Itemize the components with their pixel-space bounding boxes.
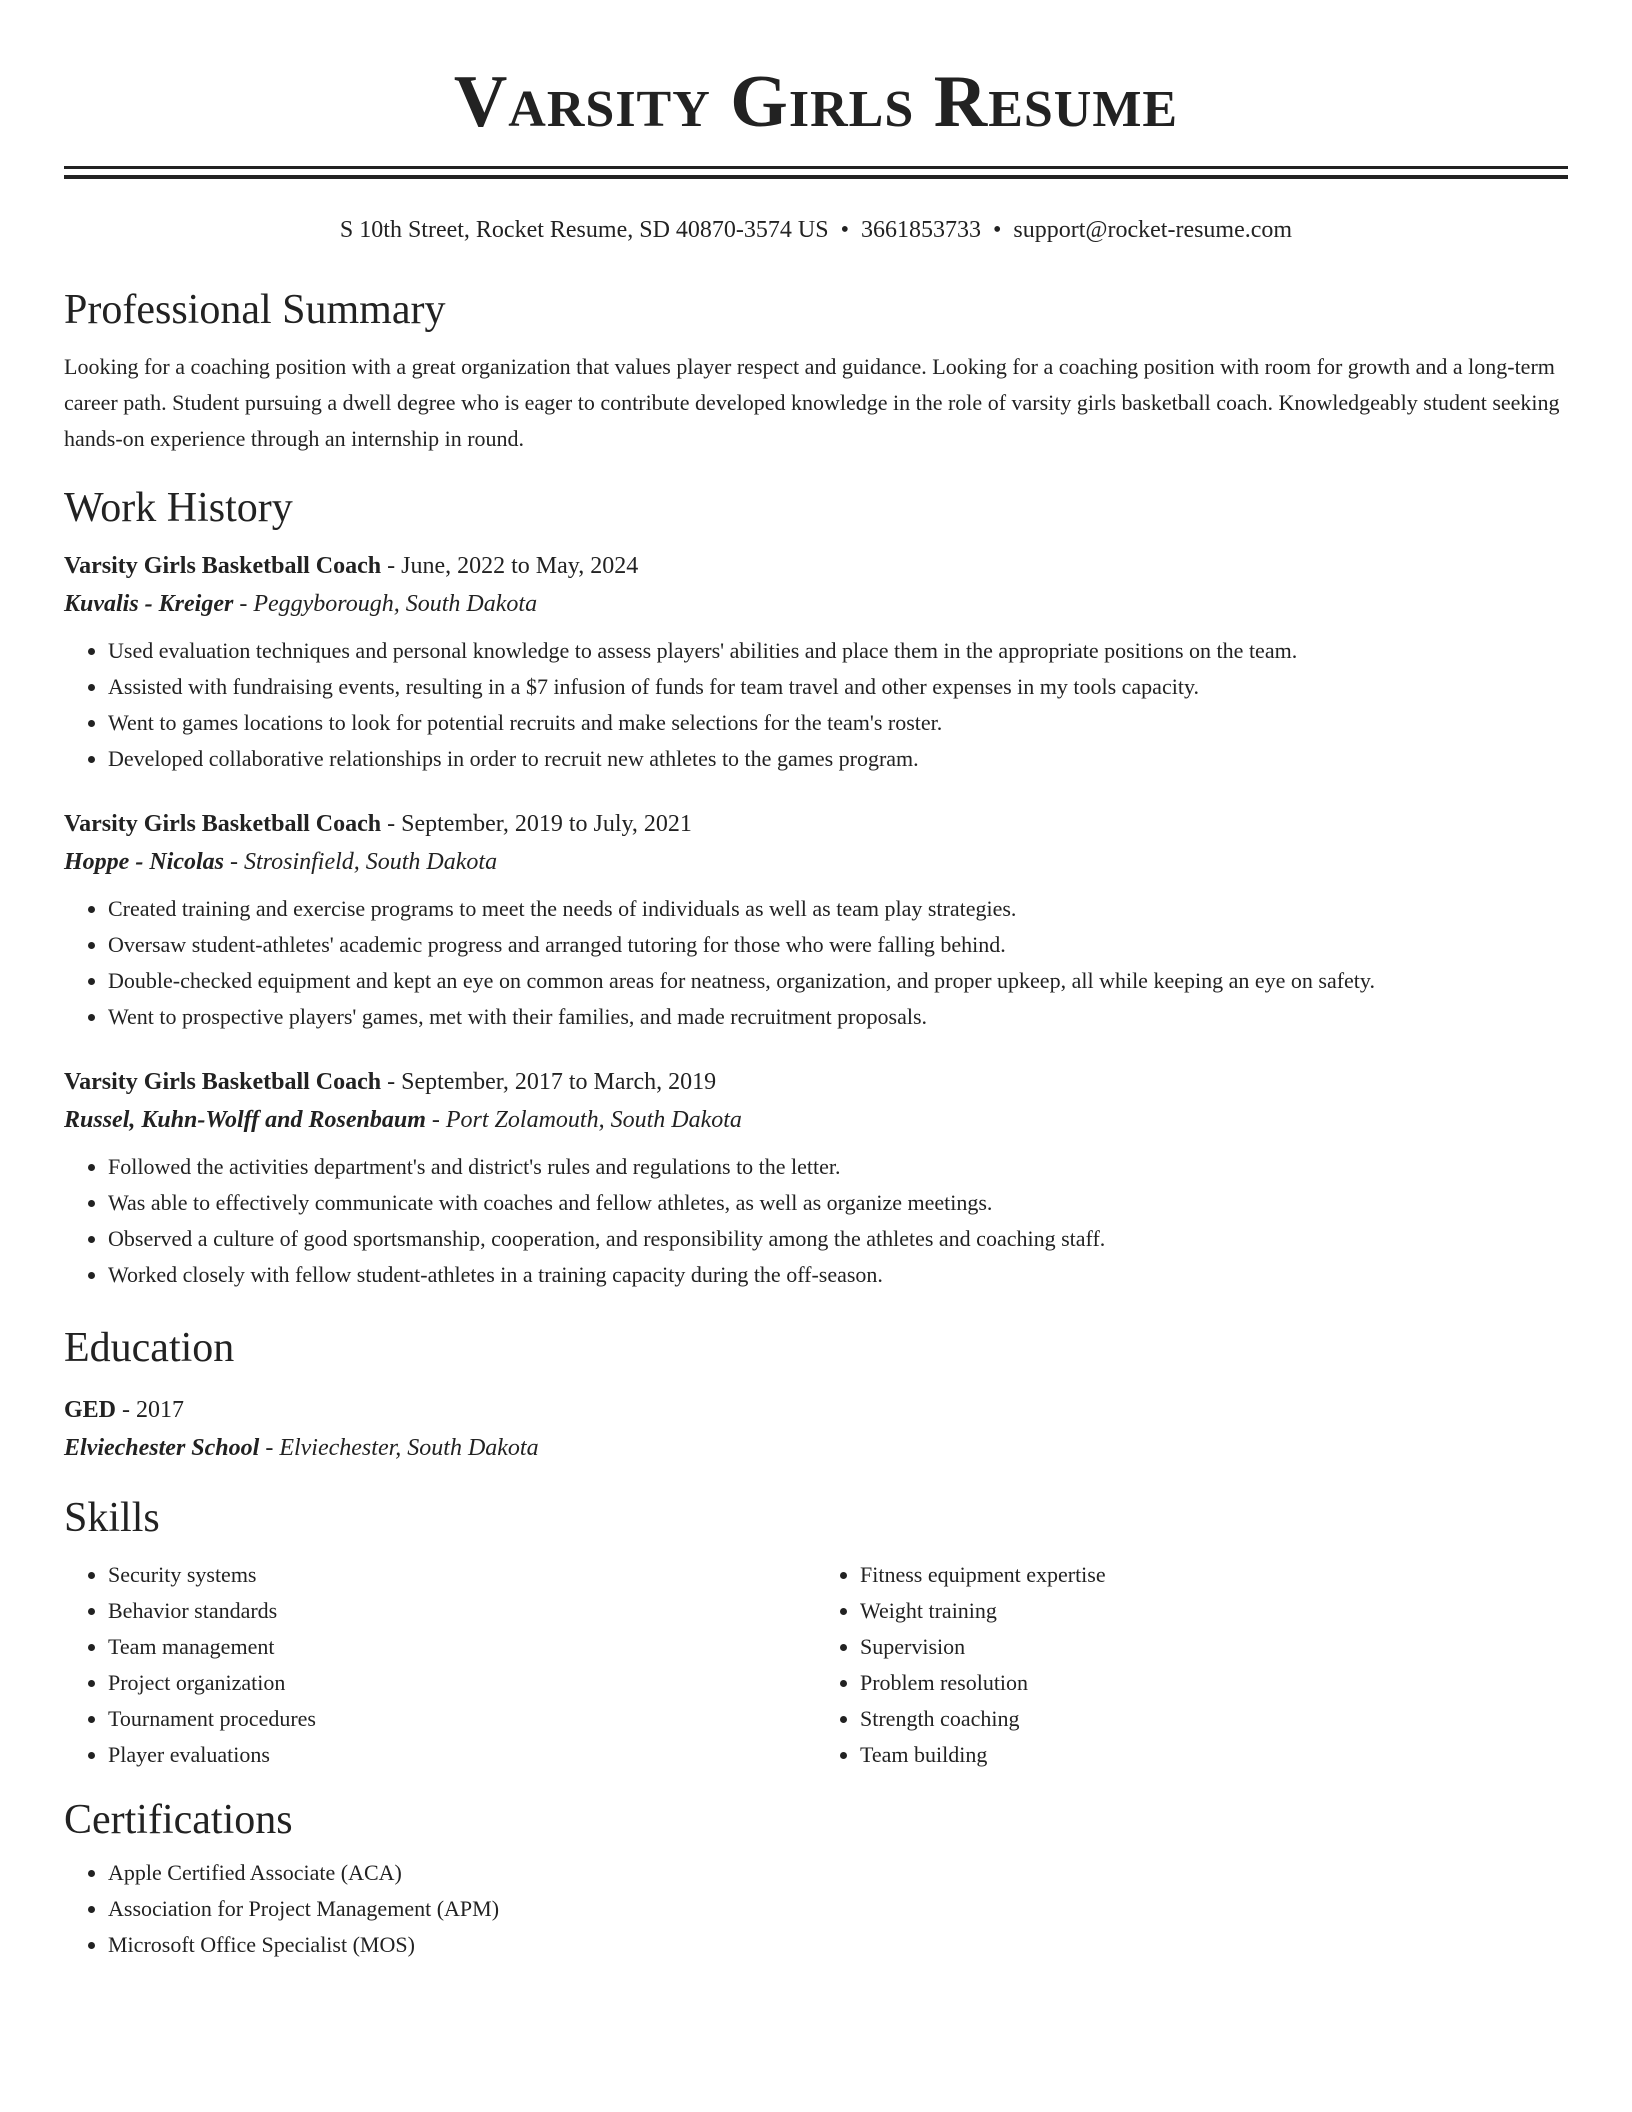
education-degree-line (64, 1391, 1568, 1429)
job-entry (64, 547, 1568, 777)
job-bullet: • Double-checked equipment and kept an eye on common areas for neatness, organization, and proper upkeep, all while keeping an eye on safety. (108, 963, 1568, 999)
certification-item: • Microsoft Office Specialist (MOS) (108, 1927, 1568, 1963)
job-bullet: • Used evaluation techniques and personal knowledge to assess players' abilities and place them in the appropriate positions on the team. (108, 633, 1568, 669)
certification-item: • Apple Certified Associate (ACA) (108, 1855, 1568, 1891)
skill-item: • Security systems (108, 1557, 816, 1593)
job-header (64, 805, 1568, 843)
contact-line (64, 215, 1568, 245)
job-title: Varsity Girls Basketball Coach (64, 553, 382, 579)
job-company: Kuvalis - Kreiger (64, 591, 234, 617)
job-bullets (64, 1149, 1568, 1293)
skill-item: • Tournament procedures (108, 1701, 816, 1737)
title-divider-top (64, 166, 1568, 169)
job-bullets (64, 633, 1568, 777)
skill-item: • Behavior standards (108, 1593, 816, 1629)
job-bullets (64, 891, 1568, 1035)
skill-item: • Player evaluations (108, 1737, 816, 1773)
skill-item: • Project organization (108, 1665, 816, 1701)
job-company: Russel, Kuhn-Wolff and Rosenbaum (64, 1107, 426, 1133)
job-entry (64, 805, 1568, 1035)
contact-separator: • (840, 217, 849, 243)
job-dash: - (381, 553, 402, 579)
skill-item: • Problem resolution (860, 1665, 1568, 1701)
job-title: Varsity Girls Basketball Coach (64, 811, 382, 837)
job-employer (64, 1101, 1568, 1139)
contact-phone: 3661853733 (860, 217, 981, 243)
skill-item: • Team management (108, 1629, 816, 1665)
certifications-section (64, 1795, 1568, 1963)
job-location: Strosinfield, South Dakota (243, 849, 498, 875)
skills-section (64, 1493, 1568, 1773)
job-dates: September, 2017 to March, 2019 (401, 1069, 717, 1095)
job-dates: September, 2019 to July, 2021 (401, 811, 692, 837)
education-section (64, 1323, 1568, 1467)
job-location: Peggyborough, South Dakota (253, 591, 538, 617)
job-header (64, 1063, 1568, 1101)
contact-email: support@rocket-resume.com (1013, 217, 1293, 243)
skill-item: • Weight training (860, 1593, 1568, 1629)
skill-item: • Team building (860, 1737, 1568, 1773)
job-entry (64, 1063, 1568, 1293)
certifications-list (64, 1855, 1568, 1963)
job-dash: - (381, 811, 402, 837)
skill-item: • Supervision (860, 1629, 1568, 1665)
summary-heading: Professional Summary (64, 287, 446, 333)
job-bullet: • Worked closely with fellow student-athletes in a training capacity during the off-season. (108, 1257, 1568, 1293)
job-bullet: • Oversaw student-athletes' academic progress and arranged tutoring for those who were falling behind. (108, 927, 1568, 963)
certifications-heading: Certifications (64, 1797, 293, 1843)
contact-address: S 10th Street, Rocket Resume, SD 40870-3574 US (339, 217, 829, 243)
education-dash: - (116, 1397, 137, 1423)
job-bullet: • Went to prospective players' games, met with their families, and made recruitment proposals. (108, 999, 1568, 1035)
job-bullet: • Followed the activities department's and district's rules and regulations to the letter. (108, 1149, 1568, 1185)
job-bullet: • Went to games locations to look for potential recruits and make selections for the team's roster. (108, 705, 1568, 741)
job-dash: - (233, 591, 254, 617)
skill-item: • Strength coaching (860, 1701, 1568, 1737)
job-bullet: • Assisted with fundraising events, resulting in a $7 infusion of funds for team travel and other expenses in my tools capacity. (108, 669, 1568, 705)
skill-item: • Fitness equipment expertise (860, 1557, 1568, 1593)
education-dash: - (259, 1435, 280, 1461)
education-degree: GED (64, 1397, 117, 1423)
education-year: 2017 (136, 1397, 185, 1423)
job-dates: June, 2022 to May, 2024 (401, 553, 639, 579)
job-location: Port Zolamouth, South Dakota (445, 1107, 742, 1133)
job-bullet: • Created training and exercise programs to meet the needs of individuals as well as team play strategies. (108, 891, 1568, 927)
skills-heading: Skills (64, 1495, 160, 1541)
resume-title: Varsity Girls Resume (453, 61, 1179, 143)
job-bullet: • Observed a culture of good sportsmanship, cooperation, and responsibility among the athletes and coaching staff. (108, 1221, 1568, 1257)
job-bullet: • Developed collaborative relationships in order to recruit new athletes to the games program. (108, 741, 1568, 777)
work-history-heading: Work History (64, 485, 293, 531)
contact-separator: • (992, 217, 1002, 243)
summary-section (64, 285, 1568, 457)
certification-item: • Association for Project Management (APM) (108, 1891, 1568, 1927)
skills-list-right (816, 1557, 1568, 1773)
skills-list-left (64, 1557, 816, 1773)
job-header (64, 547, 1568, 585)
job-dash: - (223, 849, 244, 875)
education-school-line (64, 1429, 1568, 1467)
job-employer (64, 585, 1568, 623)
education-school: Elviechester School (64, 1435, 260, 1461)
job-dash: - (381, 1069, 402, 1095)
job-company: Hoppe - Nicolas (64, 849, 224, 875)
summary-text: Looking for a coaching position with a great organization that values player respect and guidance. Looking for a coaching position with room for growth and a long-term career path. Student pursuing a dwell degree who is eager to contribute developed knowledge in the role of varsity girls basketball coach. Knowledgeably student seeking hands-on experience through an internship in round. (64, 354, 1560, 451)
job-dash: - (425, 1107, 446, 1133)
education-heading: Education (64, 1325, 235, 1371)
title-divider-bottom (64, 175, 1568, 179)
skills-grid (64, 1557, 1568, 1773)
education-location: Elviechester, South Dakota (279, 1435, 539, 1461)
work-history-section (64, 483, 1568, 1293)
job-bullet: • Was able to effectively communicate with coaches and fellow athletes, as well as organize meetings. (108, 1185, 1568, 1221)
job-title: Varsity Girls Basketball Coach (64, 1069, 382, 1095)
job-employer (64, 843, 1568, 881)
